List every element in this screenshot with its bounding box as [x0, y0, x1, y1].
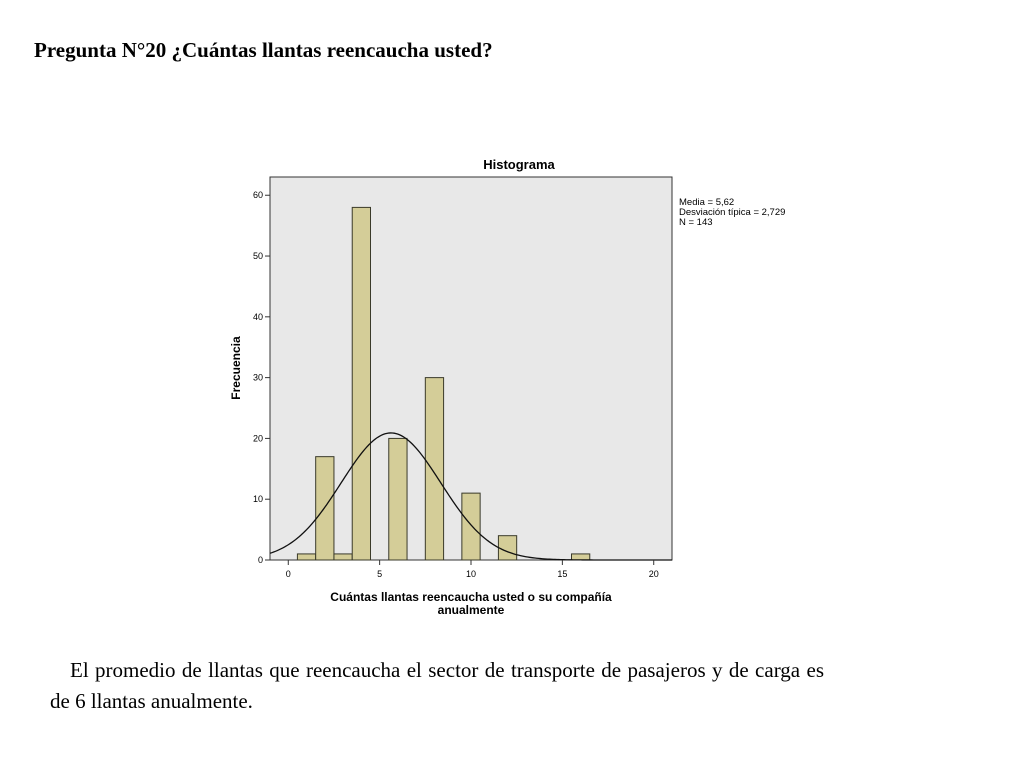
histogram-bar — [334, 554, 352, 560]
stat-n: N = 143 — [679, 217, 713, 228]
summary-paragraph: El promedio de llantas que reencaucha el sector de transporte de pasajeros y de carga es de 6 llantas anualmente. — [50, 658, 824, 713]
y-tick-label: 60 — [252, 190, 263, 201]
histogram-bar — [425, 378, 443, 560]
x-tick-label: 20 — [648, 569, 659, 579]
histogram-bar — [352, 207, 370, 560]
x-axis — [286, 560, 659, 579]
y-tick-label: 30 — [252, 372, 263, 383]
page-heading: Pregunta N°20 ¿Cuántas llantas reencaucha usted? — [34, 38, 493, 62]
y-tick-label: 20 — [252, 433, 263, 444]
histogram-bar — [389, 438, 407, 560]
x-axis-label-line-1: Cuántas llantas reencaucha usted o su compañía — [330, 590, 612, 604]
histogram-bar — [462, 493, 480, 560]
x-tick-label: 15 — [557, 569, 568, 579]
y-tick-label: 10 — [252, 494, 263, 505]
histogram-bar — [572, 554, 590, 560]
x-tick-label: 0 — [285, 569, 291, 579]
x-tick-label: 5 — [377, 569, 383, 579]
stat-mean: Media = 5,62 — [679, 197, 735, 208]
y-axis-label: Frecuencia — [229, 336, 243, 400]
chart-title: Histograma — [483, 157, 555, 172]
y-tick-label: 0 — [257, 555, 263, 565]
y-tick-label: 40 — [252, 311, 263, 322]
y-tick-label: 50 — [252, 251, 263, 262]
y-axis — [253, 190, 270, 565]
x-tick-label: 10 — [465, 569, 477, 579]
histogram-bar — [297, 554, 315, 560]
x-axis-label-line-2: anualmente — [437, 603, 505, 617]
histogram-bar — [498, 536, 516, 560]
stat-std: Desviación típica = 2,729 — [679, 207, 786, 218]
stats-legend — [679, 197, 785, 228]
